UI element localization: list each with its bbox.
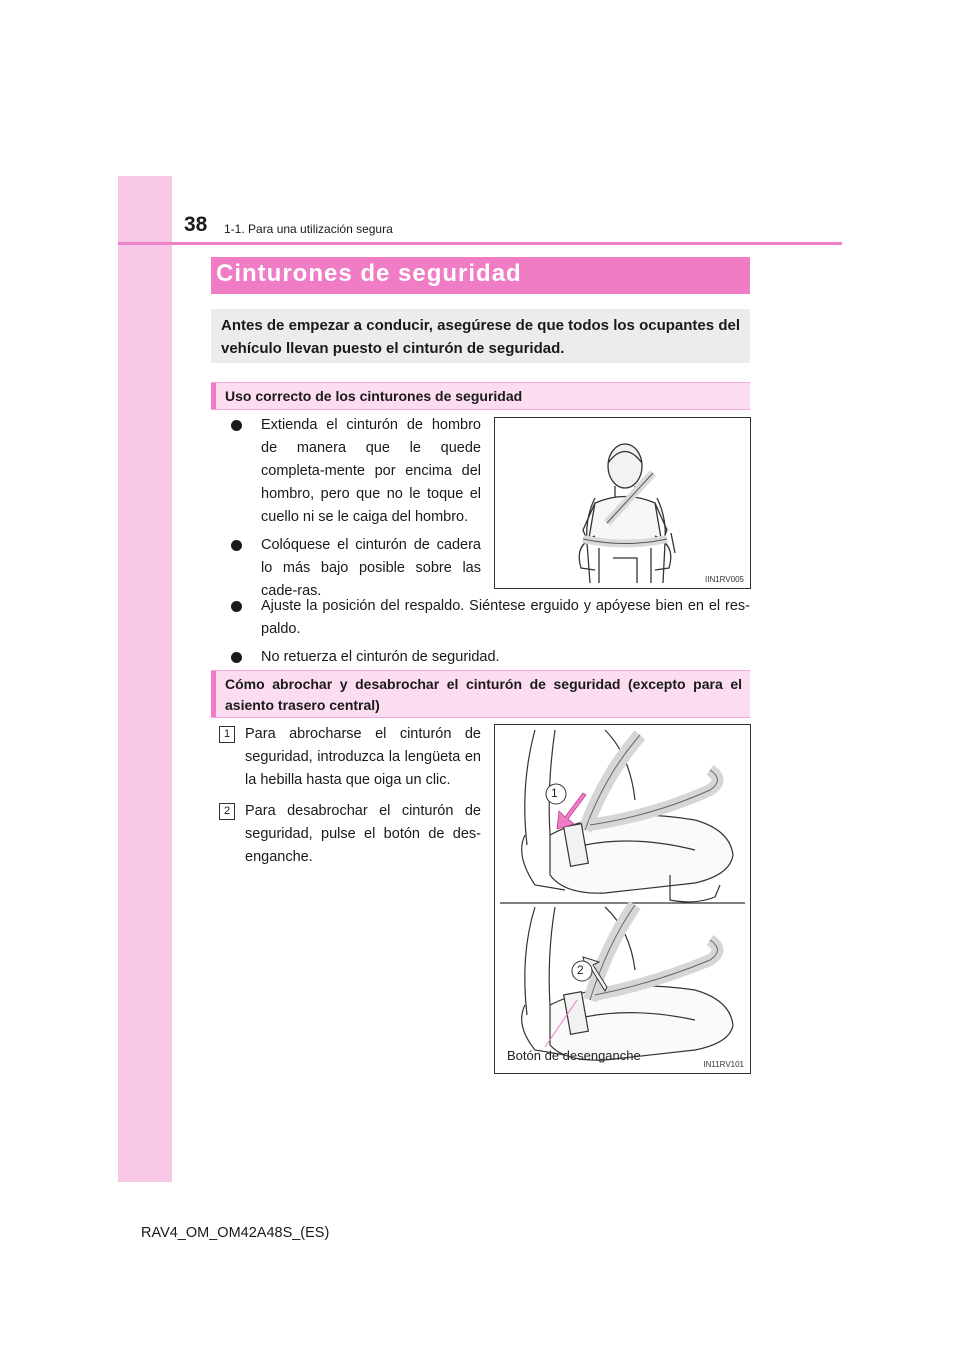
bullet-dot-icon: [231, 540, 242, 551]
step-number: 1: [219, 726, 235, 743]
callout-2: 2: [577, 963, 584, 977]
step-list: [215, 723, 481, 877]
list-item: Colóquese el cinturón de cadera lo más bajo posible sobre las cade-ras.: [231, 534, 481, 603]
release-button-label: Botón de desenganche: [507, 1048, 641, 1063]
figure-buckle: [494, 724, 751, 1074]
bullet-dot-icon: [231, 420, 242, 431]
section-heading-fasten: [211, 670, 750, 718]
step-item: 1 Para abrocharse el cinturón de seguridad, introduzca la lengüeta en la hebilla hasta que oiga un clic.: [215, 723, 481, 792]
section-accent: [211, 671, 216, 717]
list-item: Extienda el cinturón de hombro de manera que le quede completa-mente por encima del hombro, pero que no le toque el cuello ni se le caiga del hombro.: [231, 414, 481, 529]
buckle-illustration: [495, 725, 750, 1073]
figure-seated-passenger: [494, 417, 751, 589]
step-item: 2 Para desabrochar el cinturón de seguridad, pulse el botón de des-enganche.: [215, 800, 481, 869]
step-number: 2: [219, 803, 235, 820]
footer-code: RAV4_OM_OM42A48S_(ES): [141, 1225, 330, 1241]
page-title: Cinturones de seguridad: [216, 260, 522, 287]
bullet-list-wide: [231, 595, 750, 674]
seated-passenger-illustration: [495, 418, 750, 588]
figure-code: IIN1RV005: [705, 575, 744, 584]
list-item: Ajuste la posición del respaldo. Siéntese erguido y apóyese bien en el res-paldo.: [231, 595, 750, 641]
figure-code: IN11RV101: [703, 1060, 744, 1069]
side-color-band: [118, 176, 172, 1182]
bullet-list-narrow: [231, 414, 481, 608]
list-item: No retuerza el cinturón de seguridad.: [231, 646, 750, 669]
callout-1: 1: [551, 786, 558, 800]
intro-text: Antes de empezar a conducir, asegúrese de que todos los ocupantes del vehículo llevan puesto el cinturón de seguridad.: [221, 317, 740, 357]
section-accent: [211, 383, 216, 409]
bullet-dot-icon: [231, 601, 242, 612]
chapter-title: 1-1. Para una utilización segura: [224, 222, 393, 236]
section-heading-text: Cómo abrochar y desabrochar el cinturón de seguridad (excepto para el asiento trasero central): [225, 676, 742, 713]
header-rule: [118, 242, 842, 245]
bullet-dot-icon: [231, 652, 242, 663]
page-number: 38: [184, 213, 208, 236]
section-heading-text: Uso correcto de los cinturones de seguridad: [225, 388, 523, 404]
section-heading-correct-use: [211, 382, 750, 410]
